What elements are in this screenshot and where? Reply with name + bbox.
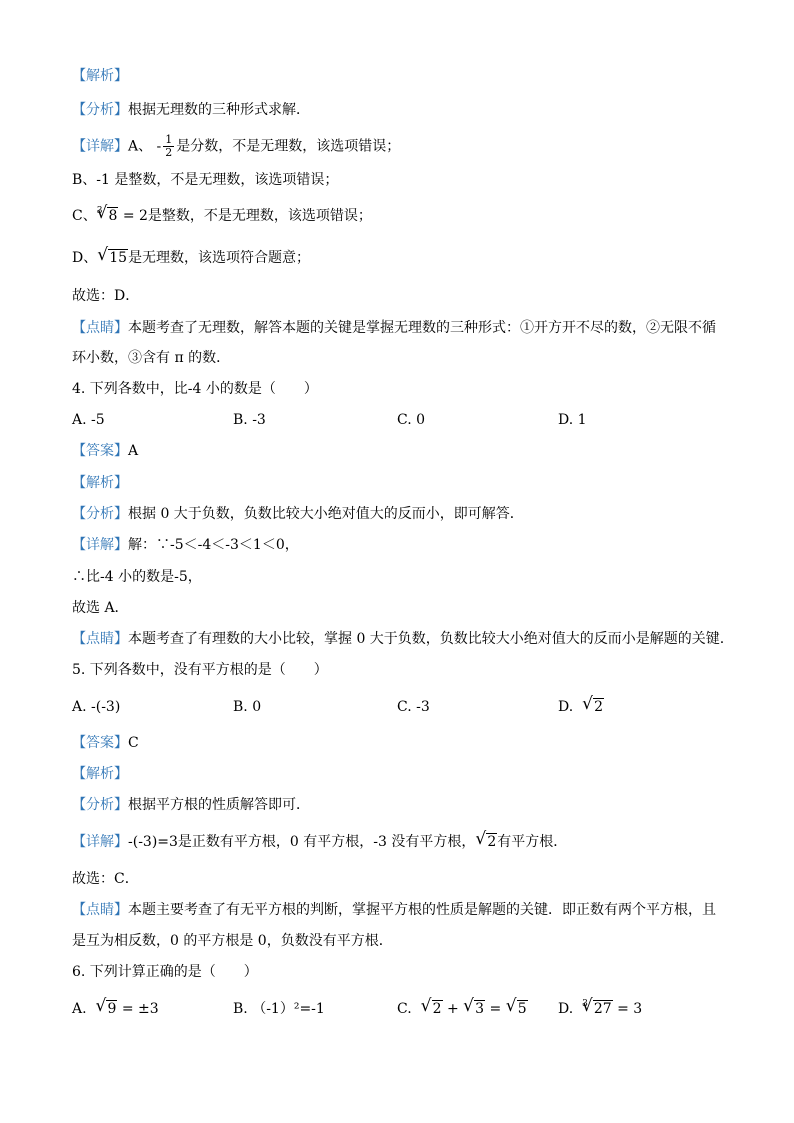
q4-choice-d: D. 1: [558, 412, 587, 428]
detail-a-prefix: A、 -: [128, 138, 162, 155]
q5-choice-c: C. -3: [397, 699, 430, 715]
q5-comment-line-1: 【点睛】本题主要考查了有无平方根的判断，掌握平方根的性质是解题的关键．即正数有两个平方根，且: [72, 902, 716, 918]
detail-line-b: B、-1 是整数，不是无理数，该选项错误；: [72, 172, 339, 188]
fraction-one-half: $\frac{1}{2}$: [165, 133, 173, 159]
q6-choice-a: A. √ 9 = ±3: [72, 999, 159, 1019]
comment-line-1: 【点睛】本题考查了无理数，解答本题的关键是掌握无理数的三种形式：①开方开不尽的数，②无限不循: [72, 320, 716, 336]
q4-answer-line: 【答案】A: [72, 443, 139, 459]
analysis-text: 根据无理数的三种形式求解．: [128, 102, 310, 118]
cube-root-8: √ 8: [98, 206, 118, 226]
answer-line: 故选：D．: [72, 288, 140, 304]
q5-analysis-line: 【分析】根据平方根的性质解答即可．: [72, 797, 310, 813]
q4-detail-line: 【详解】解：∵-5＜-4＜-3＜1＜0，: [72, 537, 299, 553]
analysis-line: [72, 100, 310, 120]
q4-jiexi-label: 【解析】: [72, 475, 128, 491]
q4-therefore-line: ∴比-4 小的数是-5，: [72, 569, 202, 585]
q5-comment-line-2: 是互为相反数，0 的平方根是 0，负数没有平方根．: [72, 933, 393, 949]
q4-choice-b: B. -3: [233, 412, 266, 428]
comment-line-2: 环小数，③含有 π 的数．: [72, 350, 231, 366]
sqrt-3: √ 3: [465, 999, 485, 1019]
sqrt-2: √ 2: [477, 832, 497, 852]
cube-root-27: √ 27: [584, 999, 613, 1019]
question-4-stem: 4. 下列各数中，比-4 小的数是（ ）: [72, 381, 318, 397]
analysis-tag: 【分析】: [72, 102, 128, 118]
q6-choice-d: D. $^3$√ 27 = 3: [558, 999, 642, 1021]
q5-choice-a: A. -(-3): [72, 699, 121, 715]
q4-comment-line: 【点睛】本题考查了有理数的大小比较，掌握 0 大于负数，负数比较大小绝对值大的反而小是解题的关键.: [72, 631, 725, 647]
detail-tag: 【详解】: [72, 138, 128, 155]
q4-select-line: 故选 A．: [72, 600, 129, 616]
comment-tag: 【点睛】: [72, 320, 128, 336]
sqrt-5: √ 5: [508, 999, 528, 1019]
q5-choice-d: D. √ 2: [558, 697, 604, 717]
sqrt-2: √ 2: [423, 999, 443, 1019]
q5-detail-line: 【详解】-(-3)=3是正数有平方根，0 有平方根，-3 没有平方根，√ 2有平方根．: [72, 832, 567, 852]
q5-jiexi-label: 【解析】: [72, 766, 128, 782]
question-5-choices: [72, 697, 752, 717]
sqrt-15: √ 15: [99, 248, 128, 268]
detail-line-a: [72, 134, 400, 159]
q6-choice-b: B. （-1）²=-1: [233, 1001, 325, 1017]
q4-choice-a: A. -5: [72, 412, 105, 428]
sqrt-9: √ 9: [97, 999, 117, 1019]
q5-select-line: 故选：C．: [72, 871, 139, 887]
q4-analysis-line: 【分析】根据 0 大于负数，负数比较大小绝对值大的反而小，即可解答．: [72, 506, 524, 522]
detail-a-suffix: 是分数，不是无理数，该选项错误；: [176, 138, 401, 155]
q4-choice-c: C. 0: [397, 412, 426, 428]
detail-line-d: D、√ 15是无理数，该选项符合题意；: [72, 248, 310, 268]
question-4-choices: [72, 410, 752, 430]
sqrt-2: √ 2: [584, 697, 604, 717]
q6-choice-c: C. √ 2 + √ 3 = √ 5: [397, 999, 528, 1019]
q5-choice-b: B. 0: [233, 699, 262, 715]
question-6-choices: [72, 999, 752, 1019]
q5-answer-line: 【答案】C: [72, 735, 139, 751]
cube-root-index: 3: [96, 206, 103, 216]
question-5-stem: 5. 下列各数中，没有平方根的是（ ）: [72, 662, 328, 678]
jiexi-label: 【解析】: [72, 68, 128, 84]
detail-line-c: C、$^3$√ 8 = 2是整数，不是无理数，该选项错误；: [72, 206, 372, 228]
question-6-stem: 6. 下列计算正确的是（ ）: [72, 964, 258, 980]
